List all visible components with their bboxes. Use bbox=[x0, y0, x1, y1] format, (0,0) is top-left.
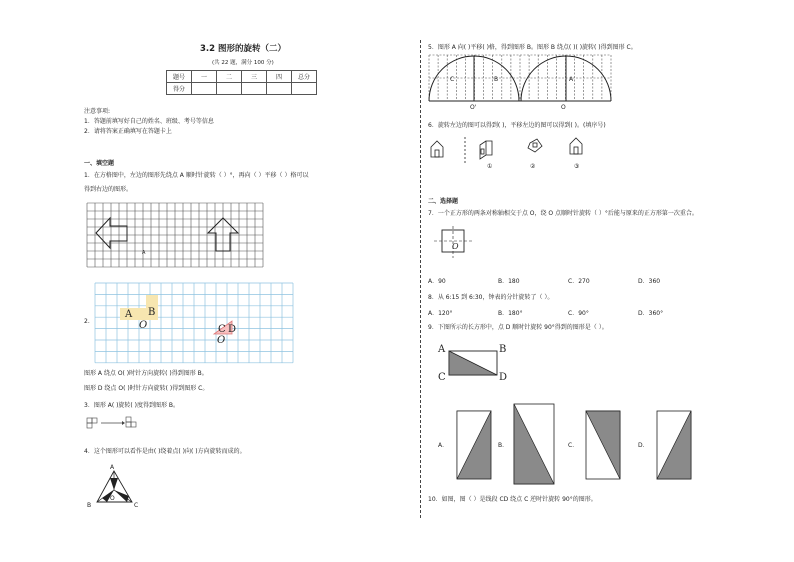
shape-label-c: C bbox=[218, 324, 226, 335]
notice-item: 2．请将答案正确填写在答题卡上 bbox=[84, 128, 172, 135]
score-header-cell: 总分 bbox=[292, 71, 317, 83]
point-label-o: O bbox=[452, 242, 459, 251]
question-text: 7．一个正方形的两条对称轴相交于点 O，绕 O 点顺时针旋转（ ）°后能与原来的正方形第一次重合。 bbox=[428, 210, 698, 217]
shape-label-b: B bbox=[494, 76, 499, 83]
score-input-cell[interactable] bbox=[217, 83, 242, 95]
point-label-o: O bbox=[139, 320, 148, 331]
option-c[interactable]: C．270 bbox=[568, 278, 590, 285]
option-label: ③ bbox=[574, 163, 580, 170]
score-table bbox=[166, 70, 317, 95]
q9-option-b-figure[interactable] bbox=[513, 403, 555, 485]
point-label: A bbox=[438, 344, 446, 355]
point-label: A bbox=[142, 250, 146, 256]
question-text: 图形 A 绕点 O( )时针方向旋转( )得到图形 B。 bbox=[84, 370, 208, 377]
q1-grid-figure bbox=[87, 203, 263, 267]
option-d[interactable]: D．360 bbox=[638, 278, 661, 285]
option-d[interactable]: D．360° bbox=[638, 310, 664, 317]
point-label: D bbox=[499, 372, 508, 383]
q5-grid-figure bbox=[429, 55, 613, 103]
question-text: 8．从 6:15 到 6:30，钟表的分针旋转了（ ）。 bbox=[428, 294, 554, 301]
point-label: O bbox=[110, 495, 115, 502]
option-b[interactable]: B．180° bbox=[498, 310, 523, 317]
shape-label-a: A bbox=[125, 309, 133, 320]
question-text: 得到右边的图形。 bbox=[84, 186, 133, 193]
option-label: ② bbox=[530, 163, 536, 170]
option-a[interactable]: A．120° bbox=[428, 310, 453, 317]
option-c[interactable]: C．90° bbox=[568, 310, 589, 317]
question-number: 2. bbox=[84, 318, 90, 325]
q9-rectangle-figure bbox=[448, 350, 498, 376]
option-c[interactable]: C． bbox=[568, 442, 579, 449]
subtitle: (共 22 题，满分 100 分) bbox=[212, 60, 274, 66]
point-label: A bbox=[110, 464, 115, 471]
score-input-cell[interactable] bbox=[192, 83, 217, 95]
shape-label-b: B bbox=[148, 307, 156, 318]
option-a[interactable]: A．90 bbox=[428, 278, 446, 285]
q4-triangle-figure bbox=[94, 468, 138, 508]
q6-shapes-figure bbox=[429, 135, 599, 165]
point-label: B bbox=[499, 344, 507, 355]
point-label-o: O bbox=[561, 104, 566, 111]
option-b[interactable]: B． bbox=[498, 442, 509, 449]
score-header-cell: 一 bbox=[192, 71, 217, 83]
point-label: C bbox=[134, 502, 139, 509]
notice-title: 注意事项: bbox=[84, 108, 111, 115]
point-label-o: O bbox=[217, 335, 226, 346]
score-input-cell[interactable] bbox=[242, 83, 267, 95]
notice-item: 1．答题前填写好自己的姓名、班级、考号等信息 bbox=[84, 118, 214, 125]
section-heading: 二、选择题 bbox=[428, 198, 459, 205]
page-title: 3.2 图形的旋转（二） bbox=[200, 44, 287, 54]
score-input-cell[interactable] bbox=[292, 83, 317, 95]
point-label-o-prime: O' bbox=[470, 104, 477, 111]
q2-grid-figure bbox=[95, 283, 293, 363]
shape-label-a: A bbox=[569, 76, 574, 83]
point-label: C bbox=[438, 372, 446, 383]
question-text: 6．旋转左边的图可以得到( )，平移左边的图可以得到( )。(填序号) bbox=[428, 122, 606, 129]
option-d[interactable]: D． bbox=[638, 442, 649, 449]
question-text: 10．如图，图（ ）是线段 CD 绕点 C 逆时针旋转 90°的图形。 bbox=[428, 496, 597, 503]
question-text: 5．图形 A 向( )平移( )格，得到图形 B。图形 B 绕点( )( )旋转( )得到图形 C。 bbox=[428, 44, 637, 51]
section-heading: 一、填空题 bbox=[84, 160, 115, 167]
question-text: 4．这个图形可以看作是由( )绕着点( )向( )方向旋转而成的。 bbox=[84, 448, 246, 455]
question-text: 3．图形 A( )旋转( )度得到图形 B。 bbox=[84, 402, 180, 409]
score-row-label: 得分 bbox=[167, 83, 192, 95]
point-label: B bbox=[87, 502, 92, 509]
option-b[interactable]: B．180 bbox=[498, 278, 520, 285]
shape-label-d: D bbox=[228, 324, 237, 335]
column-divider bbox=[420, 40, 421, 518]
q9-option-a-figure[interactable] bbox=[456, 410, 492, 480]
question-text: 1．在方格图中，左边的图形先绕点 A 顺时针旋转（ ）°，再向（ ）平移（ ）格可以 bbox=[84, 172, 309, 179]
option-a[interactable]: A． bbox=[438, 442, 449, 449]
question-text: 图形 D 绕点 O( )时针方向旋转( )得到图形 C。 bbox=[84, 385, 209, 392]
option-label: ① bbox=[487, 163, 493, 170]
score-header-cell: 四 bbox=[267, 71, 292, 83]
q3-figure bbox=[86, 416, 138, 430]
question-text: 9．下图所示的长方形中，点 D 顺时针旋转 90°得到的图形是（ ）。 bbox=[428, 324, 608, 331]
shape-label-c: C bbox=[450, 76, 455, 83]
score-input-cell[interactable] bbox=[267, 83, 292, 95]
q9-option-d-figure[interactable] bbox=[656, 410, 692, 480]
score-header-cell: 题号 bbox=[167, 71, 192, 83]
score-header-cell: 二 bbox=[217, 71, 242, 83]
q9-option-c-figure[interactable] bbox=[585, 410, 621, 480]
score-header-cell: 三 bbox=[242, 71, 267, 83]
